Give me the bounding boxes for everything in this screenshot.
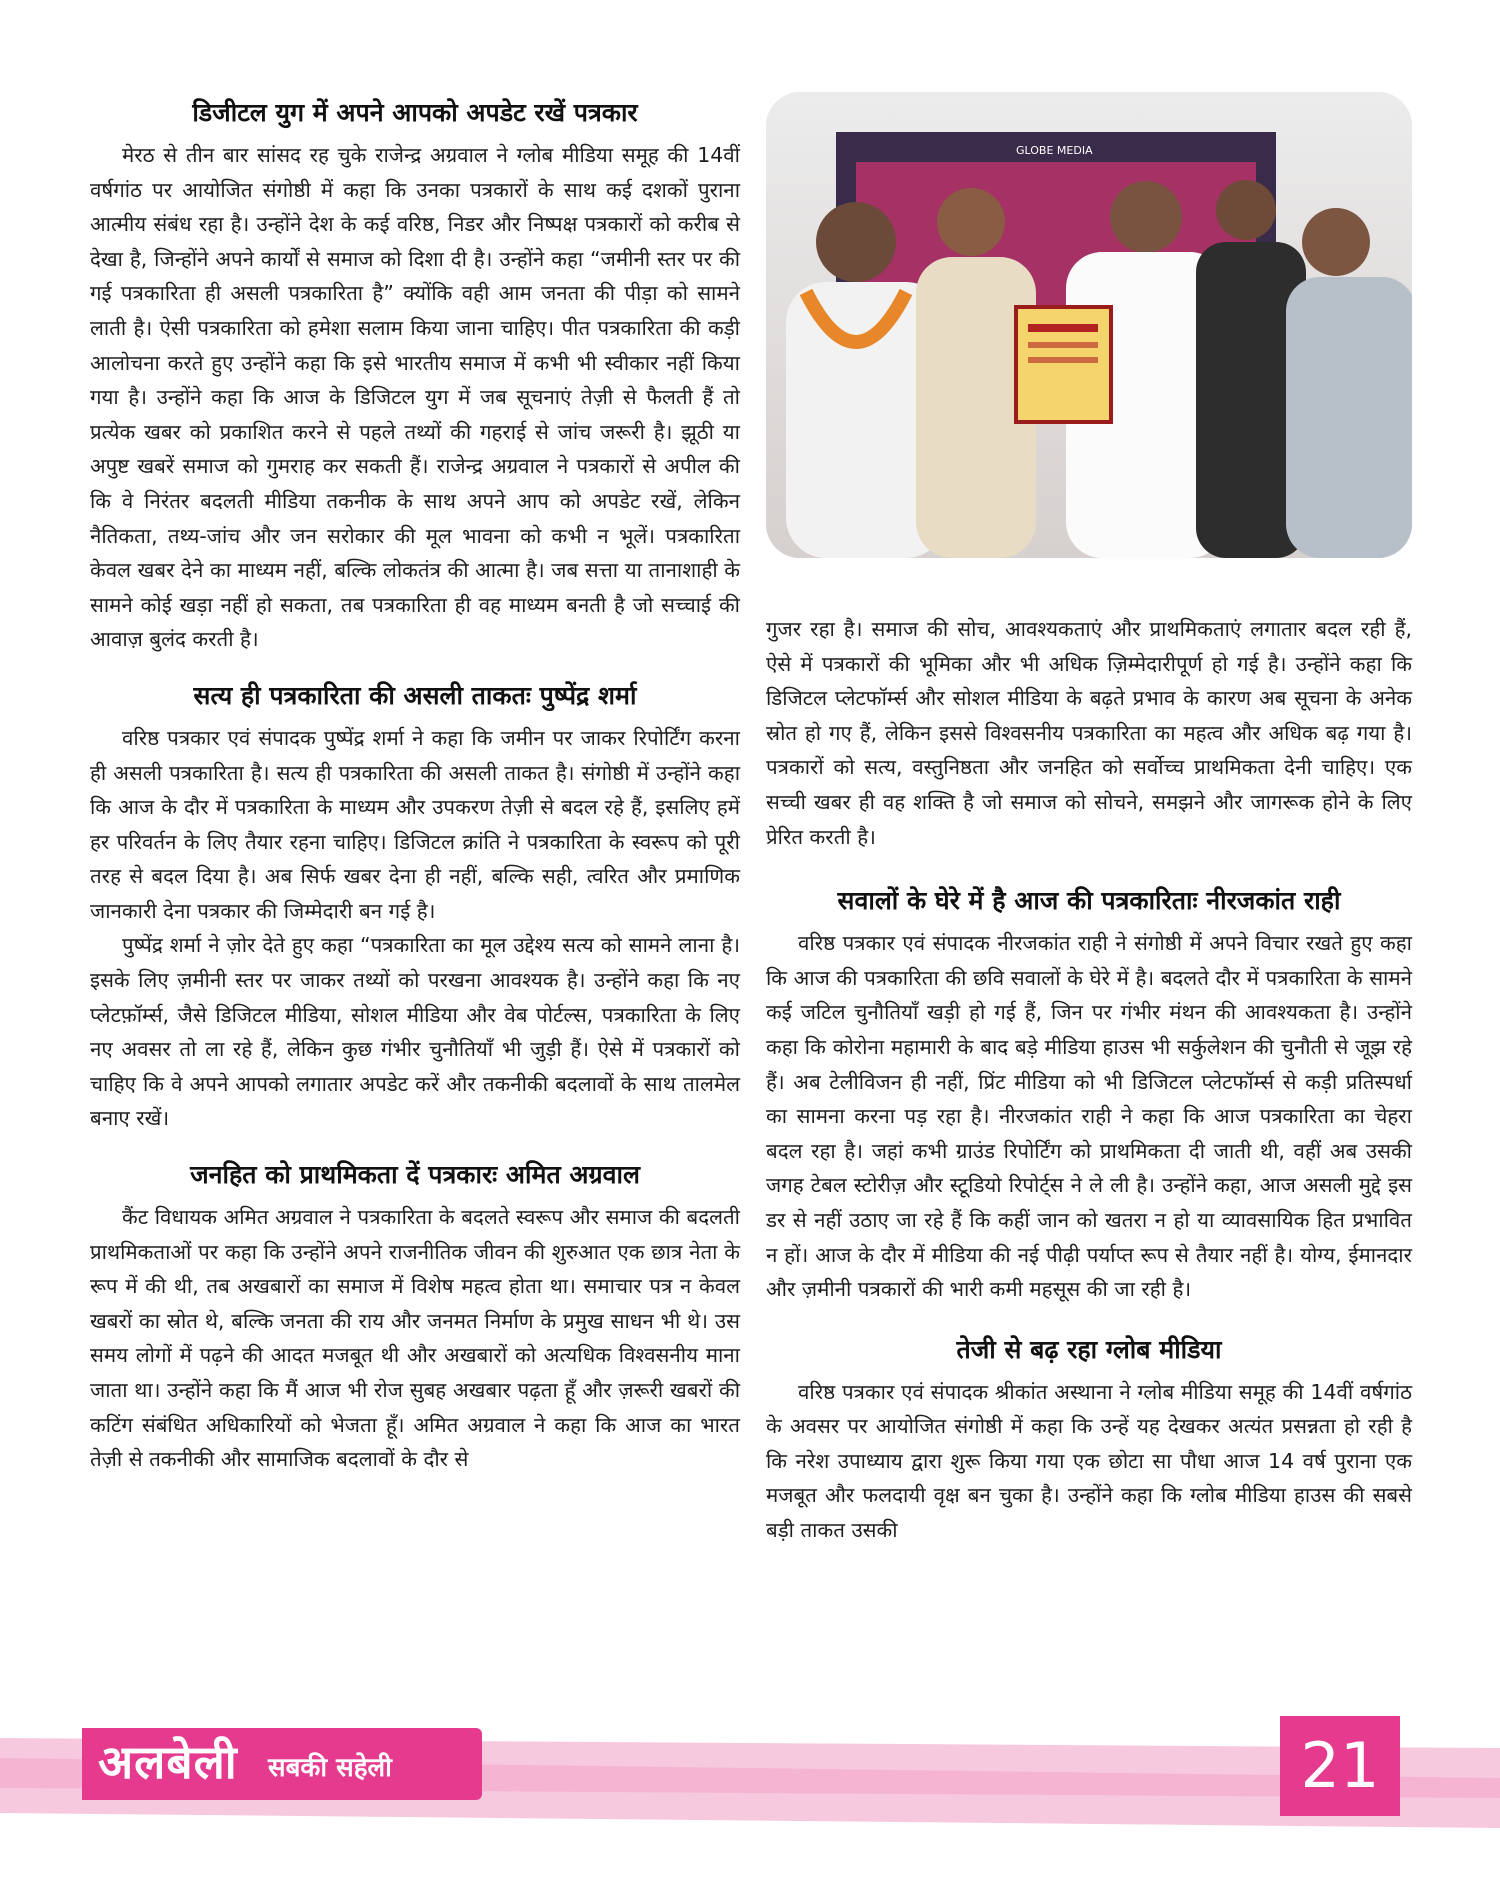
left-column <box>90 96 740 1477</box>
article-paragraph: कैंट विधायक अमित अग्रवाल ने पत्रकारिता के बदलते स्वरूप और समाज की बदलती प्राथमिकताओं पर कहा कि उन्होंने अपने राजनीतिक जीवन की शुरुआत एक छात्र नेता के रूप में की थी, तब अखबारों का समाज में विशेष महत्व होता था। समाचार पत्र न केवल खबरों का स्रोत थे, बल्कि जनता की राय और जनमत निर्माण के प्रमुख साधन भी थे। उस समय लोगों में पढ़ने की आदत मजबूत थी और अखबारों को अत्यधिक विश्वसनीय माना जाता था। उन्होंने कहा कि मैं आज भी रोज सुबह अखबार पढ़ता हूँ और ज़रूरी खबरों की कटिंग संबंधित अधिकारियों को भेजता हूँ। अमित अग्रवाल ने कहा कि आज का भारत तेज़ी से तकनीकी और सामाजिक बदलावों के दौर से <box>90 1205 740 1472</box>
brand-tagline: सबकी सहेली <box>268 1753 392 1783</box>
page-number: 21 <box>1280 1716 1400 1816</box>
banner-text: GLOBE MEDIA <box>1016 144 1093 157</box>
section-heading-amit: जनहित को प्राथमिकता दें पत्रकारः अमित अग्रवाल <box>190 1160 640 1190</box>
brand-logo: अलबेली <box>98 1735 238 1789</box>
right-column <box>766 612 1412 1548</box>
article-paragraph: वरिष्ठ पत्रकार एवं संपादक नीरजकांत राही ने संगोष्ठी में अपने विचार रखते हुए कहा कि आज की पत्रकारिता की छवि सवालों के घेरे में है। बदलते दौर में पत्रकारिता के सामने कई जटिल चुनौतियाँ खड़ी हो गई हैं, जिन पर गंभीर मंथन की आवश्यकता है। उन्होंने कहा कि कोरोना महामारी के बाद बड़े मीडिया हाउस भी सर्कुलेशन की चुनौती से जूझ रहे हैं। अब टेलीविजन ही नहीं, प्रिंट मीडिया को भी डिजिटल प्लेटफॉर्म्स से कड़ी प्रतिस्पर्धा का सामना करना पड़ रहा है। नीरजकांत राही ने कहा कि आज पत्रकारिता का चेहरा बदल रहा है। जहां कभी ग्राउंड रिपोर्टिंग को प्राथमिकता दी जाती थी, वहीं अब उसकी जगह टेबल स्टोरीज़ और स्टूडियो रिपोर्ट्स ने ले ली है। उन्होंने कहा, आज असली मुद्दे इस डर से नहीं उठाए जा रहे हैं कि कहीं जान को खतरा न हो या व्यावसायिक हित प्रभावित न हों। आज के दौर में मीडिया की नई पीढ़ी पर्याप्त रूप से तैयार नहीं है। योग्य, ईमानदार और ज़मीनी पत्रकारों की भारी कमी महसूस की जा रही है। <box>766 931 1412 1302</box>
article-paragraph: मेरठ से तीन बार सांसद रह चुके राजेन्द्र अग्रवाल ने ग्लोब मीडिया समूह की 14वीं वर्षगांठ पर आयोजित संगोष्ठी में कहा कि उनका पत्रकारों के साथ कई दशकों पुराना आत्मीय संबंध रहा है। उन्होंने देश के कई वरिष्ठ, निडर और निष्पक्ष पत्रकारों को करीब से देखा है, जिन्होंने अपने कार्यों से समाज को दिशा दी है। उन्होंने कहा “जमीनी स्तर पर की गई पत्रकारिता ही असली पत्रकारिता है” क्योंकि वही आम जनता की पीड़ा को सामने लाती है। ऐसी पत्रकारिता को हमेशा सलाम किया जाना चाहिए। पीत पत्रकारिता की कड़ी आलोचना करते हुए उन्होंने कहा कि इसे भारतीय समाज में कभी भी स्वीकार नहीं किया गया है। उन्होंने कहा कि आज के डिजिटल युग में जब सूचनाएं तेज़ी से फैलती हैं तो प्रत्येक खबर को प्रकाशित करने से पहले तथ्यों की गहराई से जांच जरूरी है। झूठी या अपुष्ट खबरें समाज को गुमराह कर सकती हैं। राजेन्द्र अग्रवाल ने पत्रकारों से अपील की कि वे निरंतर बदलती मीडिया तकनीक के साथ अपने आप को अपडेट रखें, लेकिन नैतिकता, तथ्य-जांच और जन सरोकार की मूल भावना को कभी न भूलें। पत्रकारिता केवल खबर देने का माध्यम नहीं, बल्कि लोकतंत्र की आत्मा है। जब सत्ता या तानाशाही के सामने कोई खड़ा नहीं हो सकता, तब पत्रकारिता ही वह माध्यम बनती है जो सच्चाई की आवाज़ बुलंद करती है। <box>90 143 740 652</box>
section-heading-globe-media: तेजी से बढ़ रहा ग्लोब मीडिया <box>956 1334 1222 1364</box>
section-heading-pushpendra: सत्य ही पत्रकारिता की असली ताकतः पुष्पेंद्र शर्मा <box>193 680 637 710</box>
article-paragraph-continuation: गुजर रहा है। समाज की सोच, आवश्यकताएं और प्राथमिकताएं लगातार बदल रही हैं, ऐसे में पत्रकारों की भूमिका और भी अधिक ज़िम्मेदारीपूर्ण हो गई है। उन्होंने कहा कि डिजिटल प्लेटफॉर्म्स और सोशल मीडिया के बढ़ते प्रभाव के कारण अब सूचना के अनेक स्रोत हो गए हैं, लेकिन इससे विश्वसनीय पत्रकारिता का महत्व और अधिक बढ़ गया है। पत्रकारों को सत्य, वस्तुनिष्ठता और जनहित को सर्वोच्च प्राथमिकता देनी चाहिए। एक सच्ची खबर ही वह शक्ति है जो समाज को सोचने, समझने और जागरूक होने के लिए प्रेरित करती है। <box>766 617 1412 849</box>
event-photo <box>766 92 1412 558</box>
section-heading-digital-era: डिजीटल युग में अपने आपको अपडेट रखें पत्रकार <box>192 98 638 127</box>
article-paragraph: वरिष्ठ पत्रकार एवं संपादक पुष्पेंद्र शर्मा ने कहा कि जमीन पर जाकर रिपोर्टिंग करना ही असली पत्रकारिता है। सत्य ही पत्रकारिता की असली ताकत है। संगोष्ठी में उन्होंने कहा कि आज के दौर में पत्रकारिता के माध्यम और उपकरण तेज़ी से बदल रहे हैं, इसलिए हमें हर परिवर्तन के लिए तैयार रहना चाहिए। डिजिटल क्रांति ने पत्रकारिता के स्वरूप को पूरी तरह से बदल दिया है। अब सिर्फ खबर देना ही नहीं, बल्कि सही, त्वरित और प्रमाणिक जानकारी देना पत्रकार की जिम्मेदारी बन गई है। <box>90 725 740 923</box>
section-heading-neerajkant: सवालों के घेरे में है आज की पत्रकारिताः नीरजकांत राही <box>837 886 1341 916</box>
event-photo-illustration <box>766 92 1412 558</box>
article-paragraph: पुष्पेंद्र शर्मा ने ज़ोर देते हुए कहा “पत्रकारिता का मूल उद्देश्य सत्य को सामने लाना है। इसके लिए ज़मीनी स्तर पर जाकर तथ्यों को परखना आवश्यक है। उन्होंने कहा कि नए प्लेटफ़ॉर्म्स, जैसे डिजिटल मीडिया, सोशल मीडिया और वेब पोर्टल्स, पत्रकारिता के लिए नए अवसर तो ला रहे हैं, लेकिन कुछ गंभीर चुनौतियाँ भी जुड़ी हैं। ऐसे में पत्रकारों को चाहिए कि वे अपने आपको लगातार अपडेट करें और तकनीकी बदलावों के साथ तालमेल बनाए रखें। <box>90 933 740 1131</box>
article-paragraph: वरिष्ठ पत्रकार एवं संपादक श्रीकांत अस्थाना ने ग्लोब मीडिया समूह की 14वीं वर्षगांठ के अवसर पर आयोजित संगोष्ठी में कहा कि उन्हें यह देखकर अत्यंत प्रसन्नता हो रही है कि नरेश उपाध्याय द्वारा शुरू किया गया एक छोटा सा पौधा आज 14 वर्ष पुराना एक मजबूत और फलदायी वृक्ष बन चुका है। उन्होंने कहा कि ग्लोब मीडिया हाउस की सबसे बड़ी ताकत उसकी <box>766 1379 1412 1543</box>
